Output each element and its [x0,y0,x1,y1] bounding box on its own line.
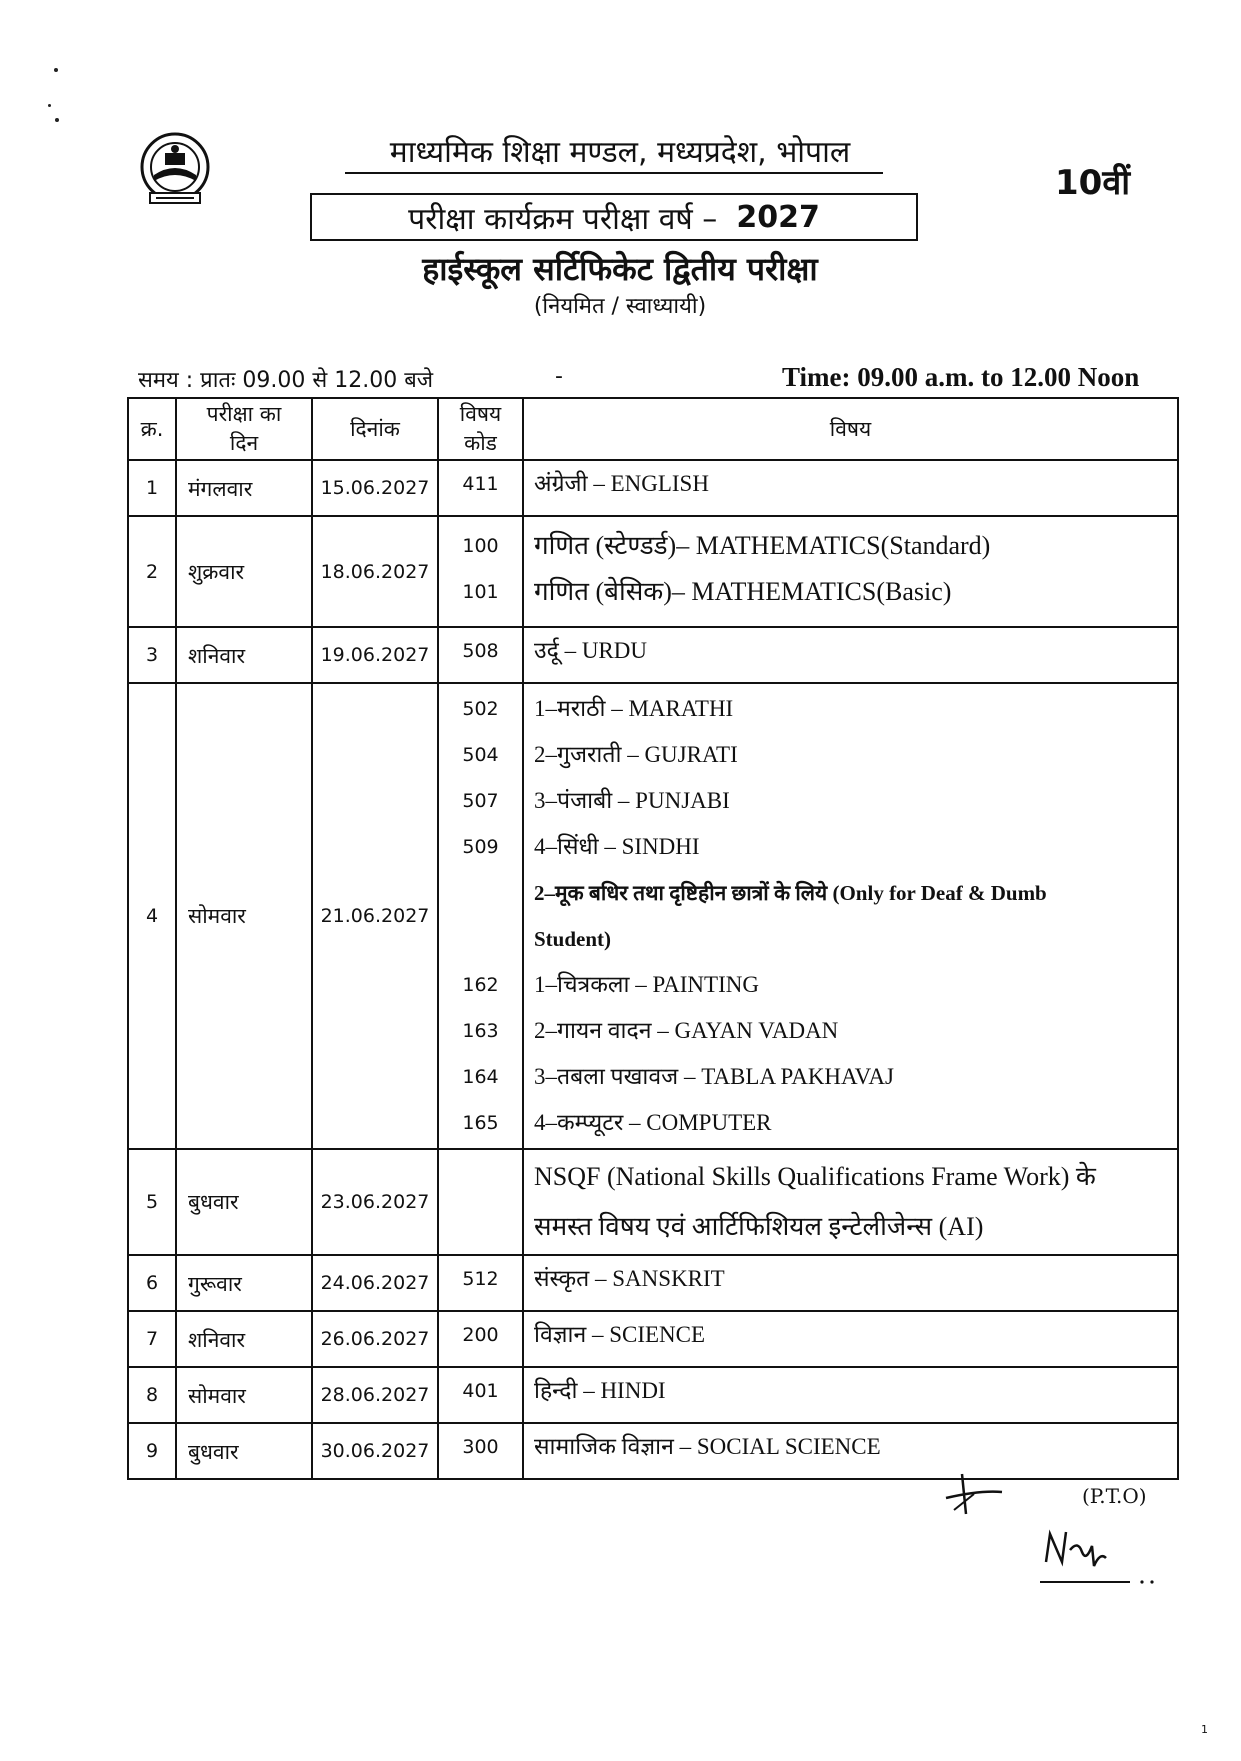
cell-day: गुरूवार [176,1255,312,1311]
board-emblem-logo [136,131,214,209]
cell-day: बुधवार [176,1149,312,1255]
subject-name: हिन्दी – HINDI [534,1378,666,1403]
header-day-line1: परीक्षा का [206,402,282,426]
subject-name: समस्त विषय एवं आर्टिफिशियल इन्टेलीजेन्स (AI) [534,1212,984,1241]
subject-name: 1–मराठी – MARATHI [534,696,734,721]
cell-code [438,627,523,683]
cell-subject [523,627,1178,683]
cell-subject [523,516,1178,627]
cell-subject [523,460,1178,516]
subject-name: गणित (स्टेण्डर्ड)– MATHEMATICS(Standard) [534,531,991,560]
subject-name: गणित (बेसिक)– MATHEMATICS(Basic) [534,577,952,606]
title-underline [345,172,883,174]
cell-serial: 1 [128,460,176,516]
handwritten-tick-mark [940,1470,1060,1520]
table-row [128,627,1178,683]
cell-day: शनिवार [176,627,312,683]
subject-code: 504 [462,744,499,766]
cell-code [438,683,523,1149]
subject-name: संस्कृत – SANSKRIT [534,1266,725,1291]
cell-date: 19.06.2027 [312,627,438,683]
table-row [128,1367,1178,1423]
code-spacer [439,916,522,962]
scan-speck [55,118,59,122]
subject-code: 164 [462,1066,499,1088]
cell-code [438,1423,523,1479]
table-row [128,1255,1178,1311]
subject-name: 3–तबला पखावज – TABLA PAKHAVAJ [534,1064,894,1089]
cell-serial: 5 [128,1149,176,1255]
cell-date: 24.06.2027 [312,1255,438,1311]
please-turn-over-note: (P.T.O) [1082,1484,1147,1508]
cell-day: बुधवार [176,1423,312,1479]
subject-name: विज्ञान – SCIENCE [534,1322,706,1347]
cell-serial: 4 [128,683,176,1149]
timing-hindi: समय : प्रातः 09.00 से 12.00 बजे [138,368,434,393]
subject-code: 509 [462,836,499,858]
subject-name: अंग्रेजी – ENGLISH [534,471,709,496]
timing-separator: - [555,364,563,389]
cell-date: 23.06.2027 [312,1149,438,1255]
board-name: माध्यमिक शिक्षा मण्डल, मध्यप्रदेश, भोपाल [389,135,851,170]
cell-date: 28.06.2027 [312,1367,438,1423]
timing-english: Time: 09.00 a.m. to 12.00 Noon [782,362,1140,392]
subject-code: 162 [462,974,499,996]
table-row [128,683,1178,1149]
cell-date: 26.06.2027 [312,1311,438,1367]
subject-name: उर्दू – URDU [534,638,647,663]
cell-date: 18.06.2027 [312,516,438,627]
cell-serial: 8 [128,1367,176,1423]
header-day [176,398,312,460]
cell-day: सोमवार [176,683,312,1149]
cell-subject [523,1255,1178,1311]
subject-name: 2–गायन वादन – GAYAN VADAN [534,1018,839,1043]
subject-name: 3–पंजाबी – PUNJABI [534,788,730,813]
cell-subject [523,1367,1178,1423]
cell-day: शनिवार [176,1311,312,1367]
scan-speck [54,68,58,72]
subject-code: 163 [462,1020,499,1042]
handwritten-signature [1034,1522,1174,1592]
cell-date: 21.06.2027 [312,683,438,1149]
header-day-line2: दिन [229,431,259,455]
subject-code: 502 [462,698,499,720]
code-spacer [439,870,522,916]
cell-code [438,516,523,627]
cell-subject [523,1149,1178,1255]
subject-code: 507 [462,790,499,812]
header-serial: क्र. [128,398,176,460]
cell-date: 30.06.2027 [312,1423,438,1479]
header-code [438,398,523,460]
exam-subtitle: (नियमित / स्वाध्यायी) [533,294,707,319]
header-code-line1: विषय [459,402,502,426]
cell-serial: 7 [128,1311,176,1367]
table-row [128,516,1178,627]
subject-code: 165 [462,1112,499,1134]
subject-code: 508 [462,640,499,662]
cell-subject [523,1311,1178,1367]
cell-serial: 6 [128,1255,176,1311]
cell-subject [523,683,1178,1149]
subject-name: 4–कम्प्यूटर – COMPUTER [534,1110,772,1135]
cell-day: सोमवार [176,1367,312,1423]
scan-speck [48,104,51,107]
subject-code: 100 [462,535,499,557]
cell-code [438,1311,523,1367]
cell-subject [523,1423,1178,1479]
subject-code: 200 [462,1324,499,1346]
subject-code: 401 [462,1380,499,1402]
table-row [128,1311,1178,1367]
programme-label: परीक्षा कार्यक्रम परीक्षा वर्ष – [408,201,718,237]
subject-name: NSQF (National Skills Qualifications Frame Work) के [534,1162,1096,1191]
cell-serial: 3 [128,627,176,683]
programme-year: 2027 [736,199,820,235]
exam-title: हाईस्कूल सर्टिफिकेट द्वितीय परीक्षा [422,250,818,288]
cell-serial: 9 [128,1423,176,1479]
cell-day: मंगलवार [176,460,312,516]
subject-name: 1–चित्रकला – PAINTING [534,972,759,997]
subject-name: 2–गुजराती – GUJRATI [534,742,738,767]
page-number: 1 [1201,1723,1208,1736]
header-date: दिनांक [312,398,438,460]
subject-code: 512 [462,1268,499,1290]
cell-code [438,1255,523,1311]
programme-year-box [310,193,918,241]
subject-code: 411 [462,473,499,495]
cell-date: 15.06.2027 [312,460,438,516]
table-header-row [128,398,1178,460]
cell-code [438,460,523,516]
subject-code: 101 [462,581,499,603]
special-category-note: 2–मूक बधिर तथा दृष्टिहीन छात्रों के लिये (Only for Deaf & Dumb [534,881,1047,905]
special-category-note-cont: Student) [534,927,612,951]
header-subject: विषय [523,398,1178,460]
cell-code [438,1367,523,1423]
cell-code [438,1149,523,1255]
cell-day: शुक्रवार [176,516,312,627]
subject-code: 300 [462,1436,499,1458]
header-code-line2: कोड [464,431,497,455]
table-row [128,1149,1178,1255]
subject-name: सामाजिक विज्ञान – SOCIAL SCIENCE [534,1434,881,1459]
exam-schedule-table [127,397,1179,1480]
cell-serial: 2 [128,516,176,627]
class-label: 10वीं [1055,163,1131,203]
subject-name: 4–सिंधी – SINDHI [534,834,700,859]
table-row [128,460,1178,516]
